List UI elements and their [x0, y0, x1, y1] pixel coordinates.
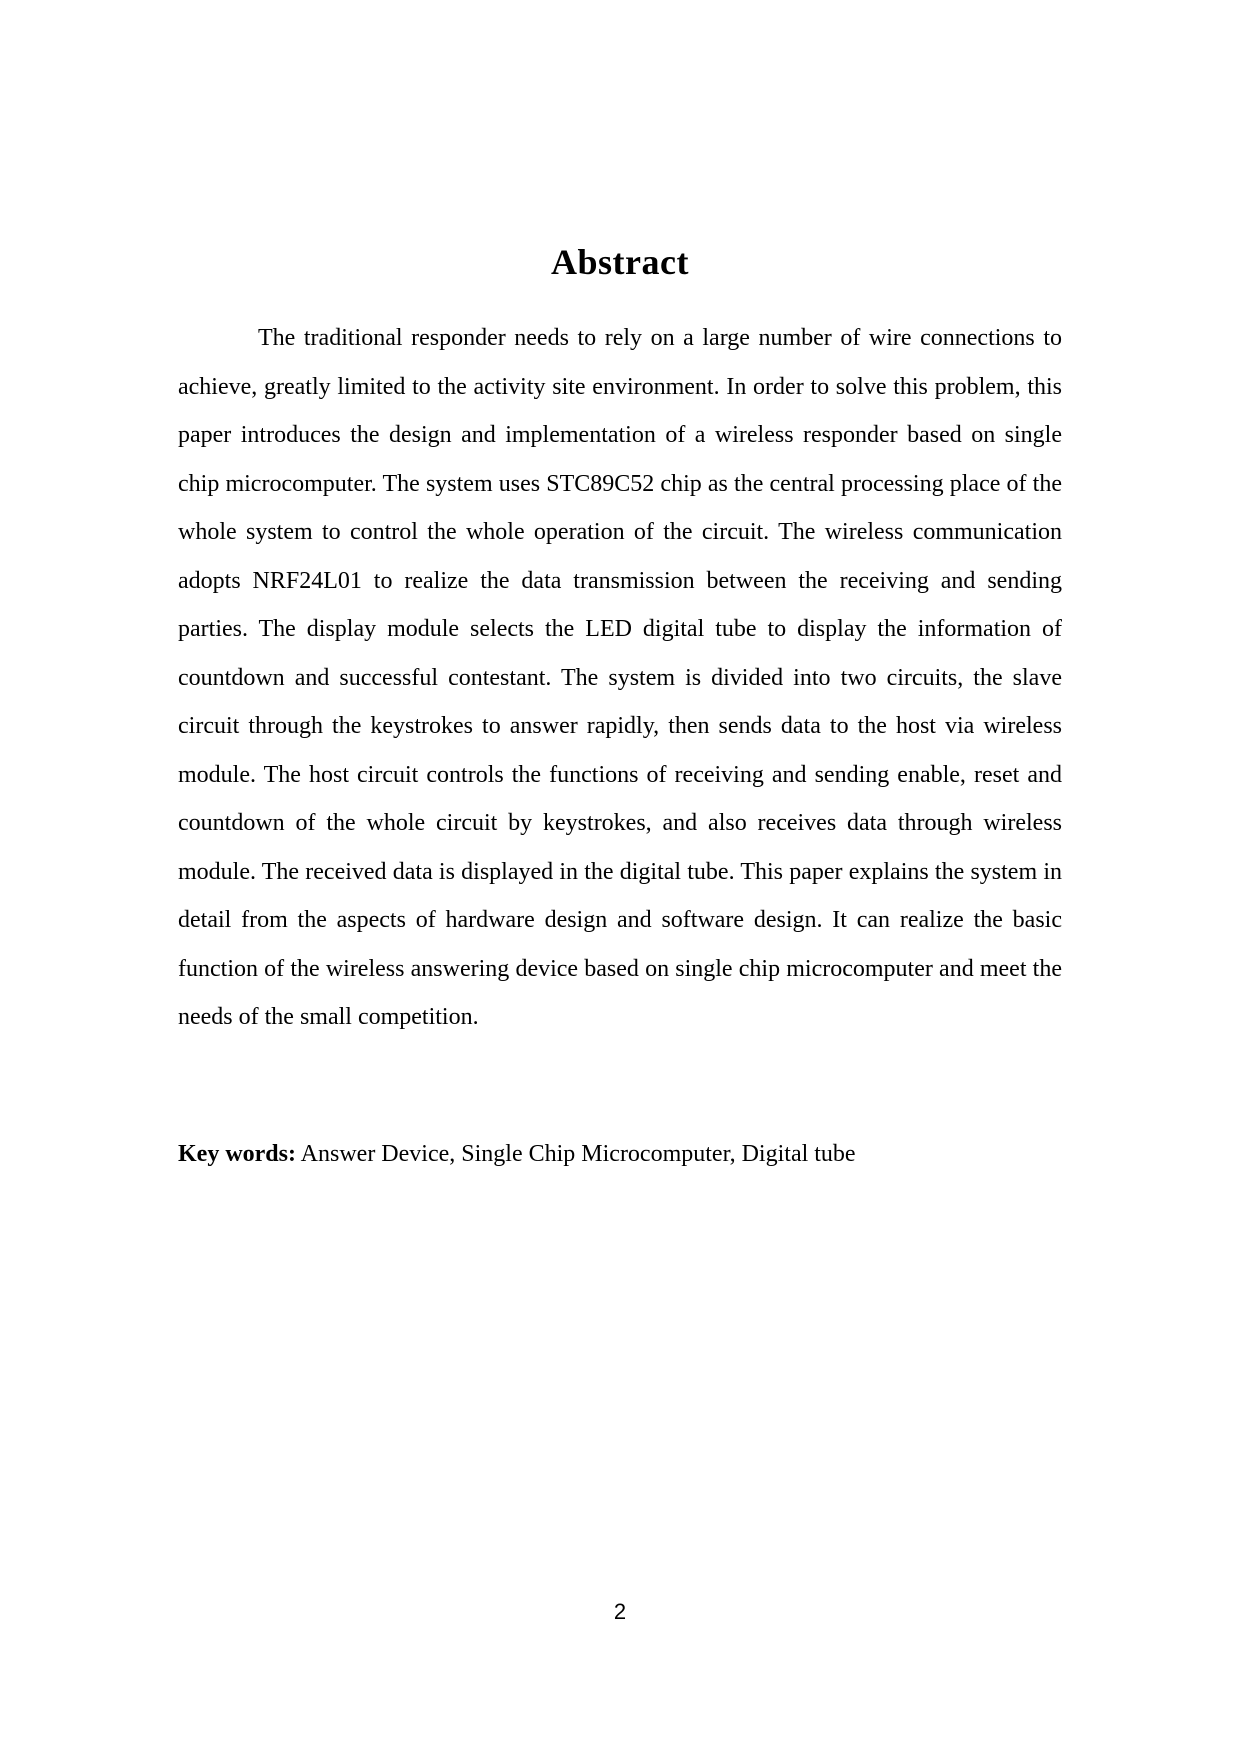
abstract-paragraph: The traditional responder needs to rely on a large number of wire connections to achieve, greatly limited to the activity site environment. In order to solve this problem, this paper introduces the design and implementation of a wireless responder based on single chip microcomputer. The system uses STC89C52 chip as the central processing place of the whole system to control the whole operation of the circuit. The wireless communication adopts NRF24L01 to realize the data transmission between the receiving and sending parties. The display module selects the LED digital tube to display the information of countdown and successful contestant. The system is divided into two circuits, the slave circuit through the keystrokes to answer rapidly, then sends data to the host via wireless module. The host circuit controls the functions of receiving and sending enable, reset and countdown of the whole circuit by keystrokes, and also receives data through wireless module. The received data is displayed in the digital tube. This paper explains the system in detail from the aspects of hardware design and software design. It can realize the basic function of the wireless answering device based on single chip microcomputer and meet the needs of the small competition.: [178, 325, 1062, 1030]
page-number: 2: [613, 1599, 627, 1624]
keywords-value: Answer Device, Single Chip Microcomputer, Digital tube: [295, 1141, 856, 1167]
keywords-label: Key words:: [178, 1141, 296, 1167]
abstract-title: Abstract: [551, 242, 689, 282]
keywords-line: [178, 1140, 1062, 1169]
